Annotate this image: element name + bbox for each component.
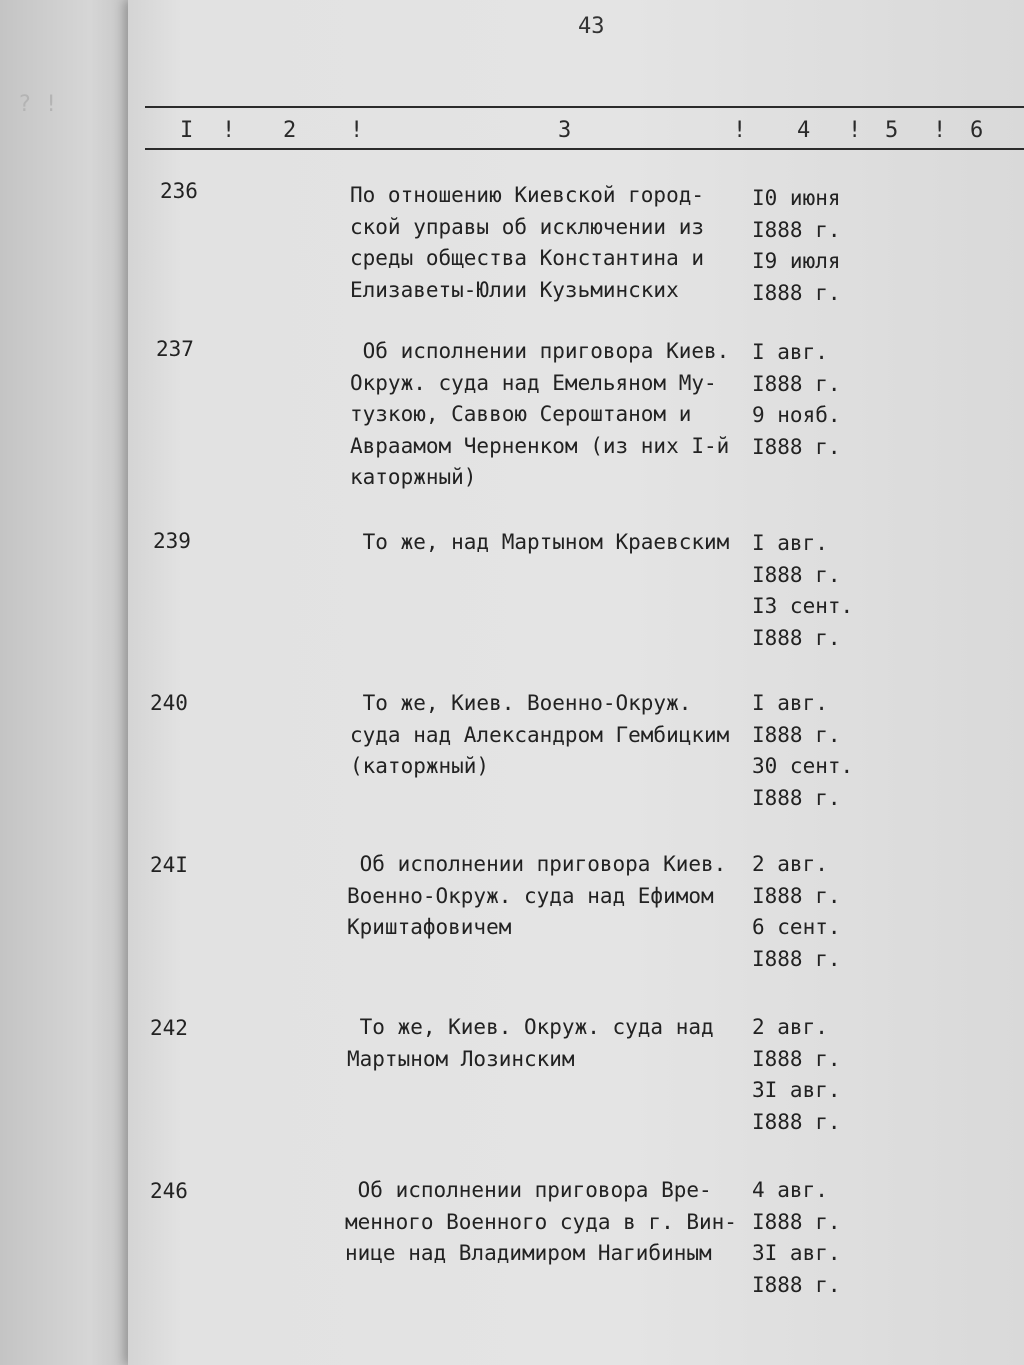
row-dates: I0 июня I888 г. I9 июля I888 г. <box>752 186 841 305</box>
row-description: Об исполнении приговора Вре- менного Военного суда в г. Вин- нице над Владимиром Нагибиным <box>345 1178 737 1265</box>
column-header-4: 4 <box>797 118 811 143</box>
row-dates: 2 авг. I888 г. 3I авг. I888 г. <box>752 1015 841 1134</box>
row-dates: I авг. I888 г. 9 нояб. I888 г. <box>752 340 841 459</box>
row-description: То же, Киев. Военно-Окруж. суда над Александром Гембицким (каторжный) <box>350 691 730 778</box>
row-number: 236 <box>160 179 198 203</box>
row-dates: 4 авг. I888 г. 3I авг. I888 г. <box>752 1178 841 1297</box>
column-header-1: I <box>180 118 194 143</box>
column-separator: ! <box>222 118 236 143</box>
row-dates: I авг. I888 г. 30 сент. I888 г. <box>752 691 854 810</box>
row-dates: 2 авг. I888 г. 6 сент. I888 г. <box>752 852 841 971</box>
row-description: По отношению Киевской город- ской управы об исключении из среды общества Константина и Елизаветы-Юлии Кузьминских <box>350 183 705 302</box>
row-description: То же, над Мартыном Краевским <box>350 530 730 554</box>
row-number: 246 <box>150 1179 188 1203</box>
page-number: 43 <box>578 14 605 39</box>
row-number: 240 <box>150 691 188 715</box>
row-number: 237 <box>156 337 194 361</box>
column-header-6: 6 <box>970 118 984 143</box>
column-header-2: 2 <box>283 118 297 143</box>
row-dates: I авг. I888 г. I3 сент. I888 г. <box>752 531 854 650</box>
column-header-5: 5 <box>885 118 899 143</box>
header-rule-top <box>145 106 1024 108</box>
bleed-through-marks: ? ! <box>18 92 58 117</box>
row-description: Об исполнении приговора Киев. Военно-Окруж. суда над Ефимом Криштафовичем <box>347 852 727 939</box>
column-separator: ! <box>350 118 364 143</box>
row-description: То же, Киев. Окруж. суда над Мартыном Лозинским <box>347 1015 714 1071</box>
row-description: Об исполнении приговора Киев. Окруж. суда над Емельяном Му- тузкою, Саввою Сероштаном и Авраамом Черненком (из них I-й каторжный) <box>350 339 730 489</box>
row-number: 242 <box>150 1016 188 1040</box>
column-header-3: 3 <box>558 118 572 143</box>
column-separator: ! <box>933 118 947 143</box>
row-number: 239 <box>153 529 191 553</box>
column-separator: ! <box>848 118 862 143</box>
column-separator: ! <box>733 118 747 143</box>
header-rule-bottom <box>145 148 1024 150</box>
row-number: 24I <box>150 853 188 877</box>
